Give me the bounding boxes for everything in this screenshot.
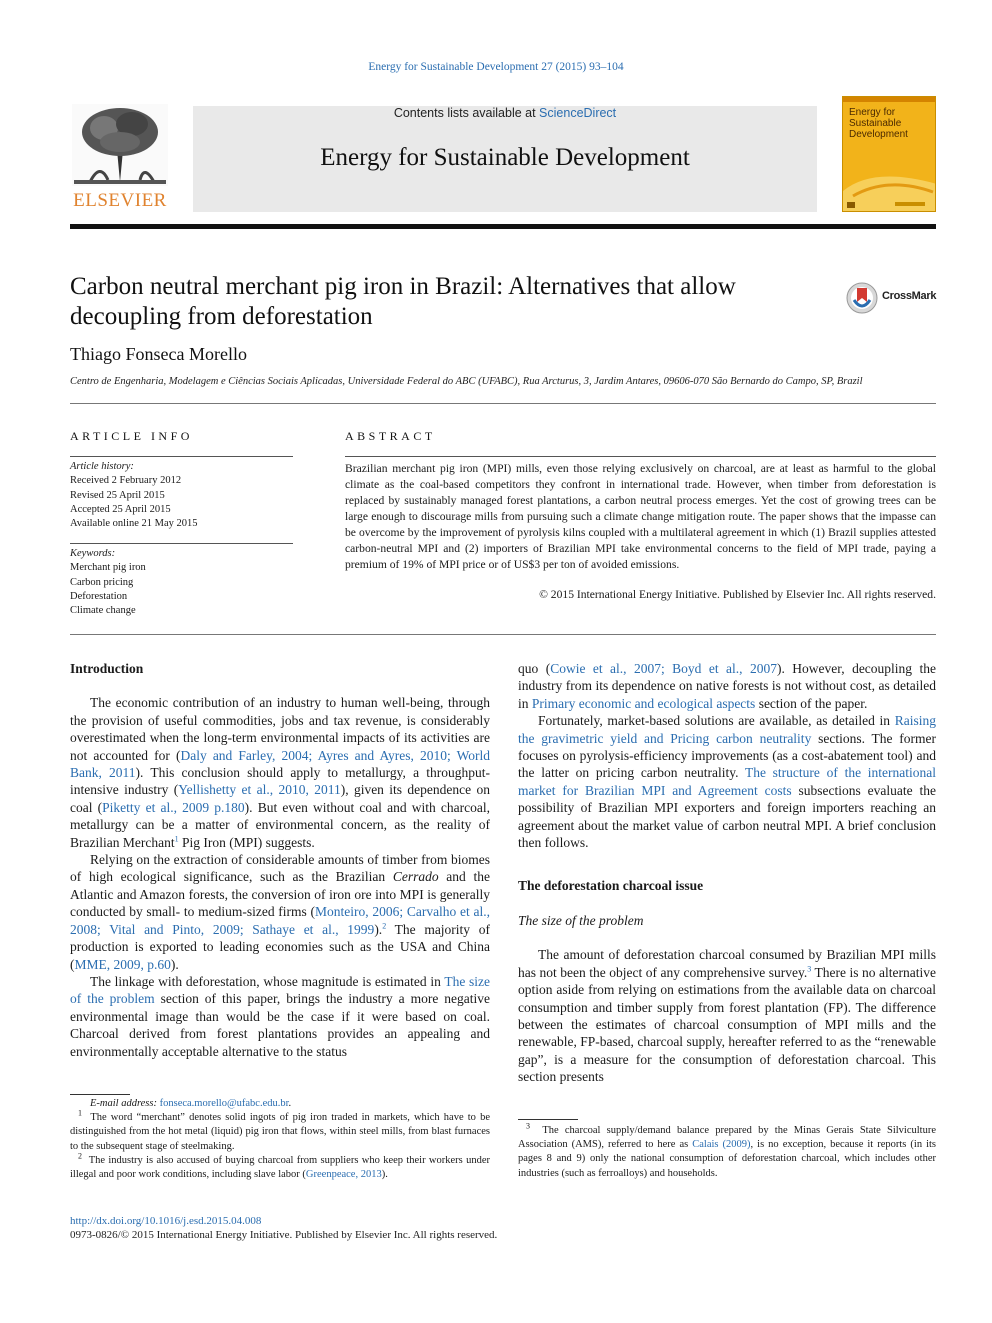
divider [70, 543, 293, 544]
paragraph: Relying on the extraction of considerable amounts of timber from biomes of high ecological significance, such as the Brazilian Cerrado and the Atlantic and Amazon forests, the conversion of iron ore into MPI is generally conducted by small- to medium-sized firms (Monteiro, 2006; Carvalho et al., 2008; Vital and Pinto, 2009; Sathaye et al., 1999).$^2$ The majority of production is exported to leading economies such as the USA and China (MME, 2009, p.60). [70, 852, 490, 972]
cover-title-line: Development [849, 129, 908, 140]
crossmark-badge[interactable] [846, 280, 941, 316]
abstract-text: Brazilian merchant pig iron (MPI) mills, even those relying exclusively on charcoal, are at least as harmful to the global climate as the coal-based competitors they confront in international trade. However, when timber from deforestation is replaced by sustainably managed forest plantations, a carbon neutral process emerges. Yet the cost of growing trees can be large enough to discourage mills from pursuing such a climate change mitigation route. The paper shows that the impasse can be overcome by the improvement of pyrolysis kilns coupled with a multilateral agreement in which (1) Brazil supplies attested carbon-neutral MPI and (2) importers of Brazilian MPI take environmental concerns to the field of MPI trade, paying a premium of 19% of MPI price or of US$3 per ton of avoided emissions. [345, 462, 936, 571]
citation-link[interactable]: Daly and Farley, 2004; Ayres and Ayres, 2010; World Bank, 2011 [70, 747, 490, 781]
body-column-right [518, 660, 936, 1086]
author-affiliation: Centro de Engenharia, Modelagem e Ciências Sociais Aplicadas, Universidade Federal do ABC (UFABC), Rua Arcturus, 3, Jardim Antares, 09606-070 São Bernardo do Campo, SP, Brazil [70, 376, 863, 387]
body-column-left [70, 660, 490, 1060]
journal-title[interactable]: Energy for Sustainable Development [320, 144, 690, 171]
keyword: Deforestation [70, 590, 128, 602]
divider [345, 456, 936, 457]
elsevier-wordmark: ELSEVIER [73, 190, 167, 211]
cover-artwork [843, 156, 936, 211]
citation-link[interactable]: Monteiro, 2006; Carvalho et al., 2008; Vital and Pinto, 2009; Sathaye et al., 1999 [70, 904, 490, 937]
paragraph: Fortunately, market-based solutions are available, as detailed in Raising the gravimetric yield and Pricing carbon neutrality sections. The former focuses on pyrolysis-efficiency improvements (as a cost-abatement tool) and the latter on pricing carbon neutrality. The structure of the international market for Brazilian MPI and Agreement costs subsections evaluate the possibility of Brazilian MPI exporters and foreign importers reaching an agreement about the market value of carbon neutral MPI. A brief conclusion then follows. [518, 713, 937, 851]
divider [70, 634, 936, 635]
cover-strip [843, 97, 935, 102]
journal-cover-thumbnail[interactable] [842, 96, 936, 212]
author-name: Thiago Fonseca Morello [70, 344, 247, 364]
footnote-ref[interactable]: 2 [382, 921, 387, 931]
journal-citation[interactable]: Energy for Sustainable Development 27 (2015) 93–104 [368, 61, 624, 73]
masthead-banner [193, 106, 817, 212]
masthead-rule [70, 224, 936, 229]
history-item: Accepted 25 April 2015 [70, 503, 171, 515]
footnote: $^1$ The word “merchant” denotes solid ingots of pig iron traded in markets, which have to be distinguished from the hot metal (liquid) pig iron that flows, within steel mills, from blast furnaces to the subsequent stage of steelmaking. [70, 1108, 490, 1152]
citation-link[interactable]: Greenpeace, 2013 [305, 1169, 382, 1181]
citation-link[interactable]: Yellishetty et al., 2010, 2011 [178, 782, 341, 798]
contents-prefix: Contents lists available at [393, 106, 540, 120]
article-info-heading: ARTICLE INFO [70, 429, 193, 443]
section-heading-introduction: Introduction [70, 661, 144, 676]
section-link[interactable]: Raising the gravimetric yield and Pricing carbon neutrality [518, 713, 936, 746]
keywords-label: Keywords: [70, 548, 116, 559]
issn-copyright: 0973-0826/© 2015 International Energy Initiative. Published by Elsevier Inc. All rights reserved. [70, 1229, 498, 1241]
paragraph: The linkage with deforestation, whose magnitude is estimated in The size of the problem section of this paper, brings the industry a more negative environmental image than would be the case if it were based on coal. Charcoal derived from forest plantations provides an appealing and environmentally acceptable alternative to the status [70, 973, 491, 1059]
history-item: Received 2 February 2012 [70, 475, 182, 487]
email-footnote: E-mail address: fonseca.morello@ufabc.edu.br. [90, 1098, 292, 1109]
keyword: Merchant pig iron [70, 562, 146, 574]
divider [70, 403, 936, 404]
footnotes-right [518, 1121, 937, 1181]
crossmark-label: CrossMark [882, 290, 937, 302]
keyword: Climate change [70, 605, 136, 617]
crossmark-icon [846, 280, 878, 316]
cover-title-line: Sustainable [849, 118, 902, 129]
abstract-heading: ABSTRACT [345, 429, 436, 443]
doi-link[interactable]: http://dx.doi.org/10.1016/j.esd.2015.04.008 [70, 1215, 262, 1227]
cover-title-line: Energy for [849, 107, 896, 118]
paragraph: quo (Cowie et al., 2007; Boyd et al., 2007). However, decoupling the industry from its dependence on native forests is not without cost, as detailed in Primary economic and ecological aspects section of the paper. [518, 661, 936, 711]
abstract-copyright: © 2015 International Energy Initiative. Published by Elsevier Inc. All rights reserved. [539, 588, 936, 601]
section-heading: The deforestation charcoal issue [518, 878, 704, 894]
footnote: $^3$ The charcoal supply/demand balance prepared by the Minas Gerais State Silviculture Association (AMS), referred to here as Calais (2009), is no exception, because it reports (in its pages 8 and 9) only the national consumption of deforestation charcoal, which includes other industries (such as ferroalloys) and households. [518, 1121, 937, 1179]
divider [70, 456, 293, 457]
citation-link[interactable]: Piketty et al., 2009 p.180 [102, 799, 245, 815]
footnotes-left [70, 1097, 490, 1182]
footnote-rule [518, 1119, 578, 1120]
history-item: Revised 25 April 2015 [70, 489, 165, 501]
footnote-rule [70, 1094, 130, 1095]
email-link[interactable]: fonseca.morello@ufabc.edu.br [159, 1098, 289, 1109]
section-link[interactable]: The size of the problem [70, 973, 491, 1007]
history-label: Article history: [70, 461, 134, 472]
footnote-ref[interactable]: 1 [174, 834, 179, 844]
subsection-heading: The size of the problem [518, 912, 644, 928]
section-link[interactable]: The structure of the international market for Brazilian MPI and Agreement costs [518, 765, 937, 798]
keywords [70, 547, 293, 618]
paragraph: The amount of deforestation charcoal consumed by Brazilian MPI mills has not been the object of any comprehensive survey.$^3$ There is no alternative option aside from relying on estimations from the available data on charcoal consumption and timber supply from forest plantation (FP). The difference between the estimates of charcoal consumption of MPI mills and the renewable, FP-based, charcoal supply, hereafter referred to as the “renewable gap”, is a measure for the consumption of deforestation charcoal. This section presents [518, 947, 936, 1085]
article-title: Carbon neutral merchant pig iron in Brazil: Alternatives that allow decoupling from deforestation [70, 273, 736, 330]
contents-line [193, 106, 817, 120]
cover-title [849, 107, 908, 140]
paragraph: The economic contribution of an industry to human well-being, through the provision of useful commodities, jobs and tax revenue, is considerably overestimated when the long-term environmental impacts of its activities are not accounted for (Daly and Farley, 2004; Ayres and Ayres, 2010; World Bank, 2011). This conclusion should apply to metallurgy, a throughput-intensive industry (Yellishetty et al., 2010, 2011), given its dependence on coal (Piketty et al., 2009 p.180). But even without coal and with charcoal, metallurgy can be a matter of environmental concern, as the reality of Brazilian Merchant$^1$ Pig Iron (MPI) suggests. [70, 695, 490, 850]
keyword: Carbon pricing [70, 576, 134, 588]
section-link[interactable]: Primary economic and ecological aspects [531, 695, 756, 711]
sciencedirect-link[interactable]: ScienceDirect [539, 106, 617, 120]
history-item: Available online 21 May 2015 [70, 518, 198, 530]
citation-link[interactable]: MME, 2009, p.60 [74, 956, 171, 972]
citation-link[interactable]: Cowie et al., 2007; Boyd et al., 2007 [550, 661, 777, 676]
citation-link[interactable]: Calais (2009) [692, 1139, 751, 1151]
masthead [70, 96, 936, 216]
article-history [70, 460, 293, 531]
footnote-ref[interactable]: 3 [807, 964, 812, 974]
footnote: $^2$ The industry is also accused of buying charcoal from suppliers who keep their workers under illegal and poor work conditions, including slave labor (Greenpeace, 2013). [70, 1151, 490, 1181]
elsevier-tree-logo [70, 102, 170, 212]
